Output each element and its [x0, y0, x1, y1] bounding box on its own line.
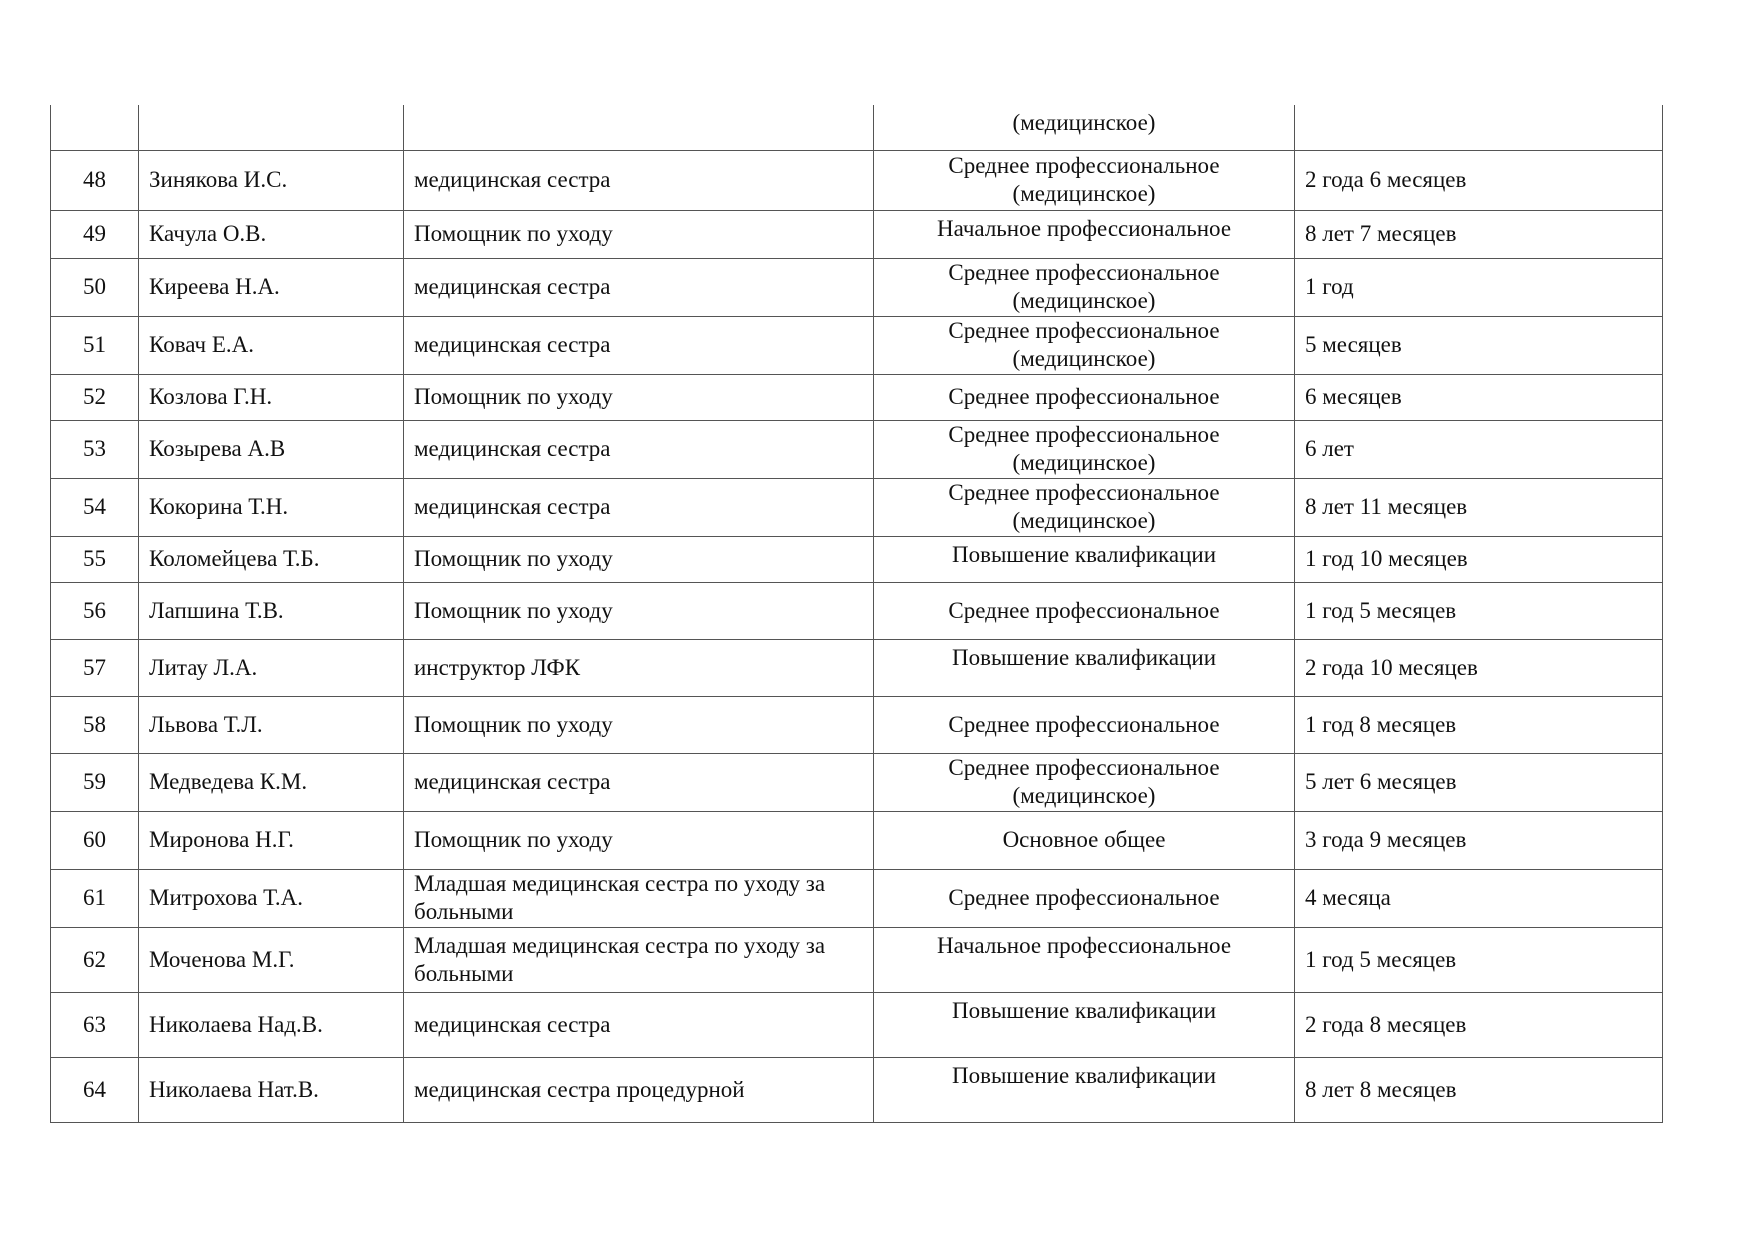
table-row [51, 582, 1663, 639]
education-line: Среднее профессиональное [948, 597, 1220, 623]
education-cell [874, 420, 1295, 478]
position-cell: Помощник по уходу [404, 536, 874, 582]
employee-name-cell: Львова Т.Л. [139, 696, 404, 753]
row-number-cell: 53 [51, 420, 139, 478]
education-line: Повышение квалификации [951, 644, 1217, 670]
education-line: Среднее профессиональное [948, 260, 1220, 285]
experience-cell: 1 год 5 месяцев [1295, 582, 1663, 639]
table-row [51, 927, 1663, 992]
education-line: (медицинское) [1012, 508, 1156, 533]
employee-name-cell: Медведева К.М. [139, 753, 404, 811]
education-cell [874, 478, 1295, 536]
table-row [51, 811, 1663, 869]
position-cell [404, 105, 874, 150]
row-number-cell [51, 105, 139, 150]
education-line: Среднее профессиональное [948, 422, 1220, 447]
education-line: (медицинское) [1012, 450, 1156, 475]
education-line: (медицинское) [1012, 288, 1156, 313]
education-line: Среднее профессиональное [948, 755, 1220, 780]
employee-name-cell: Лапшина Т.В. [139, 582, 404, 639]
education-line: Среднее профессиональное [948, 318, 1220, 343]
experience-cell [1295, 105, 1663, 150]
row-number-cell: 64 [51, 1057, 139, 1122]
education-cell [874, 639, 1295, 696]
position-cell: Младшая медицинская сестра по уходу за больными [404, 927, 874, 992]
row-number-cell: 51 [51, 316, 139, 374]
table-row [51, 258, 1663, 316]
employee-name-cell: Моченова М.Г. [139, 927, 404, 992]
education-cell [874, 536, 1295, 582]
experience-cell: 8 лет 8 месяцев [1295, 1057, 1663, 1122]
experience-cell: 1 год 10 месяцев [1295, 536, 1663, 582]
education-line: Повышение квалификации [951, 1062, 1217, 1088]
education-cell [874, 753, 1295, 811]
position-cell: Помощник по уходу [404, 811, 874, 869]
position-cell: Помощник по уходу [404, 582, 874, 639]
employee-name-cell: Качула О.В. [139, 210, 404, 258]
table-row [51, 869, 1663, 927]
education-cell [874, 1057, 1295, 1122]
education-cell [874, 210, 1295, 258]
position-cell: Помощник по уходу [404, 374, 874, 420]
education-cell [874, 258, 1295, 316]
table-row [51, 316, 1663, 374]
position-cell: медицинская сестра [404, 478, 874, 536]
position-cell: инструктор ЛФК [404, 639, 874, 696]
position-cell: Помощник по уходу [404, 696, 874, 753]
experience-cell: 2 года 8 месяцев [1295, 992, 1663, 1057]
education-line: Среднее профессиональное [948, 480, 1220, 505]
employee-name-cell: Николаева Нат.В. [139, 1057, 404, 1122]
table-row [51, 1057, 1663, 1122]
employee-name-cell: Киреева Н.А. [139, 258, 404, 316]
table-row [51, 696, 1663, 753]
education-cell [874, 150, 1295, 210]
position-cell: медицинская сестра [404, 150, 874, 210]
education-line: Начальное профессиональное [936, 215, 1232, 241]
experience-cell: 6 месяцев [1295, 374, 1663, 420]
row-number-cell: 49 [51, 210, 139, 258]
education-line: (медицинское) [1012, 783, 1156, 808]
row-number-cell: 59 [51, 753, 139, 811]
education-line: (медицинское) [1012, 181, 1156, 206]
experience-cell: 2 года 10 месяцев [1295, 639, 1663, 696]
education-cell [874, 927, 1295, 992]
row-number-cell: 58 [51, 696, 139, 753]
education-line: Начальное профессиональное [936, 932, 1232, 958]
table-row [51, 150, 1663, 210]
staff-table-body [51, 105, 1663, 1122]
employee-name-cell: Миронова Н.Г. [139, 811, 404, 869]
table-row [51, 420, 1663, 478]
education-line: Среднее профессиональное [948, 153, 1220, 178]
education-cell [874, 992, 1295, 1057]
experience-cell: 3 года 9 месяцев [1295, 811, 1663, 869]
row-number-cell: 61 [51, 869, 139, 927]
employee-name-cell: Коломейцева Т.Б. [139, 536, 404, 582]
position-cell: медицинская сестра процедурной [404, 1057, 874, 1122]
employee-name-cell: Козлова Г.Н. [139, 374, 404, 420]
education-line: Среднее профессиональное [948, 384, 1220, 409]
row-number-cell: 60 [51, 811, 139, 869]
experience-cell: 6 лет [1295, 420, 1663, 478]
row-number-cell: 52 [51, 374, 139, 420]
table-row-continuation [51, 105, 1663, 150]
row-number-cell: 57 [51, 639, 139, 696]
experience-cell: 4 месяца [1295, 869, 1663, 927]
document-page [50, 105, 1662, 1123]
education-line: Среднее профессиональное [948, 711, 1220, 737]
experience-cell: 2 года 6 месяцев [1295, 150, 1663, 210]
education-line: Среднее профессиональное [948, 885, 1220, 910]
table-row [51, 992, 1663, 1057]
table-row [51, 374, 1663, 420]
education-cell [874, 811, 1295, 869]
row-number-cell: 54 [51, 478, 139, 536]
education-line: (медицинское) [1012, 346, 1156, 371]
position-cell: Младшая медицинская сестра по уходу за больными [404, 869, 874, 927]
experience-cell: 5 месяцев [1295, 316, 1663, 374]
position-cell: медицинская сестра [404, 420, 874, 478]
experience-cell: 8 лет 11 месяцев [1295, 478, 1663, 536]
employee-name-cell: Козырева А.В [139, 420, 404, 478]
position-cell: Помощник по уходу [404, 210, 874, 258]
table-row [51, 478, 1663, 536]
employee-name-cell: Зинякова И.С. [139, 150, 404, 210]
row-number-cell: 48 [51, 150, 139, 210]
education-cell [874, 316, 1295, 374]
experience-cell: 1 год 8 месяцев [1295, 696, 1663, 753]
table-row [51, 536, 1663, 582]
education-cell [874, 582, 1295, 639]
position-cell: медицинская сестра [404, 316, 874, 374]
row-number-cell: 50 [51, 258, 139, 316]
table-row [51, 210, 1663, 258]
staff-table [50, 105, 1663, 1123]
row-number-cell: 56 [51, 582, 139, 639]
position-cell: медицинская сестра [404, 992, 874, 1057]
employee-name-cell: Митрохова Т.А. [139, 869, 404, 927]
education-line: Повышение квалификации [951, 997, 1217, 1023]
experience-cell: 5 лет 6 месяцев [1295, 753, 1663, 811]
education-cell [874, 869, 1295, 927]
employee-name-cell: Литау Л.А. [139, 639, 404, 696]
employee-name-cell: Ковач Е.А. [139, 316, 404, 374]
row-number-cell: 63 [51, 992, 139, 1057]
education-cell [874, 374, 1295, 420]
education-line: Основное общее [1002, 827, 1166, 852]
experience-cell: 8 лет 7 месяцев [1295, 210, 1663, 258]
employee-name-cell: Кокорина Т.Н. [139, 478, 404, 536]
education-cell [874, 696, 1295, 753]
experience-cell: 1 год 5 месяцев [1295, 927, 1663, 992]
table-row [51, 753, 1663, 811]
education-cell [874, 105, 1295, 150]
row-number-cell: 55 [51, 536, 139, 582]
employee-name-cell: Николаева Над.В. [139, 992, 404, 1057]
employee-name-cell [139, 105, 404, 150]
table-row [51, 639, 1663, 696]
experience-cell: 1 год [1295, 258, 1663, 316]
position-cell: медицинская сестра [404, 258, 874, 316]
position-cell: медицинская сестра [404, 753, 874, 811]
education-line: (медицинское) [1012, 110, 1156, 135]
education-line: Повышение квалификации [951, 541, 1217, 567]
row-number-cell: 62 [51, 927, 139, 992]
